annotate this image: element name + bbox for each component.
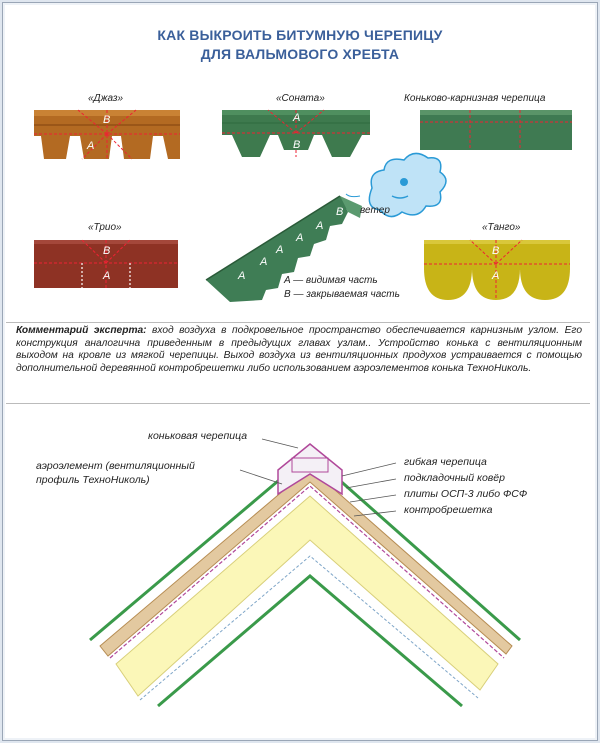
legend-covered: B — закрываемая часть (284, 289, 400, 300)
trio-label: «Трио» (88, 222, 122, 233)
expert-comment (6, 322, 590, 404)
leader-underlay (346, 479, 396, 488)
ridge-letter-a-2: A (260, 256, 268, 268)
ridge-letter-a-3: A (276, 244, 284, 256)
tango-letter-a: A (492, 270, 500, 282)
leader-ridge-tile (262, 439, 298, 448)
trio-letter-a: A (103, 270, 111, 282)
label-ridge-tile: коньковая черепица (148, 430, 248, 442)
leader-flexible (342, 463, 396, 476)
label-counter: контробрешетка (404, 504, 493, 516)
jazz-letter-a: A (87, 140, 95, 152)
comment-lead: Комментарий эксперта: (16, 325, 147, 336)
trio-letter-b: B (103, 245, 111, 257)
ridge-letter-a-4: A (296, 232, 304, 244)
label-aero-1: аэроэлемент (вентиляционный (36, 460, 195, 472)
label-osb: плиты ОСП-3 либо ФСФ (404, 488, 528, 500)
title-line-1: КАК ВЫКРОИТЬ БИТУМНУЮ ЧЕРЕПИЦУ (157, 27, 443, 43)
ridge-letter-a-1: A (238, 270, 246, 282)
ridge-eave-shingle (420, 110, 572, 150)
label-aero-2: профиль ТехноНиколь) (36, 474, 150, 486)
wind-label: ветер (360, 205, 390, 216)
tango-label: «Танго» (482, 222, 521, 233)
ridge-letter-b: B (336, 206, 344, 218)
jazz-label: «Джаз» (88, 93, 124, 104)
sonata-label: «Соната» (276, 93, 325, 104)
ridge-letter-a-5: A (316, 220, 324, 232)
label-underlay: подкладочный ковёр (404, 472, 505, 484)
leader-aero (240, 470, 282, 484)
comment-text: вход воздуха в подкровельное пространство обеспечивается карнизным узлом. Его конструкция аналогична приведенным в предыдущих главах узлам.. Устройство конька с вентиляционным выходом на кровле из мягкой черепицы. Выход воздуха из вентиляционных продухов устраивается с помощью дополнительной деревянной контробрешетки либо использованием аэроэлементов конька ТехноНиколь. (16, 325, 582, 375)
tango-letter-b: B (492, 245, 500, 257)
legend-visible: A — видимая часть (284, 275, 378, 286)
ridge-eave-label: Коньково-карнизная черепица (404, 93, 546, 104)
sonata-letter-a: A (293, 112, 301, 124)
label-flexible: гибкая черепица (404, 456, 487, 468)
sonata-letter-b: B (293, 139, 301, 151)
jazz-letter-b: B (103, 114, 111, 126)
title-line-2: ДЛЯ ВАЛЬМОВОГО ХРЕБТА (200, 46, 400, 62)
